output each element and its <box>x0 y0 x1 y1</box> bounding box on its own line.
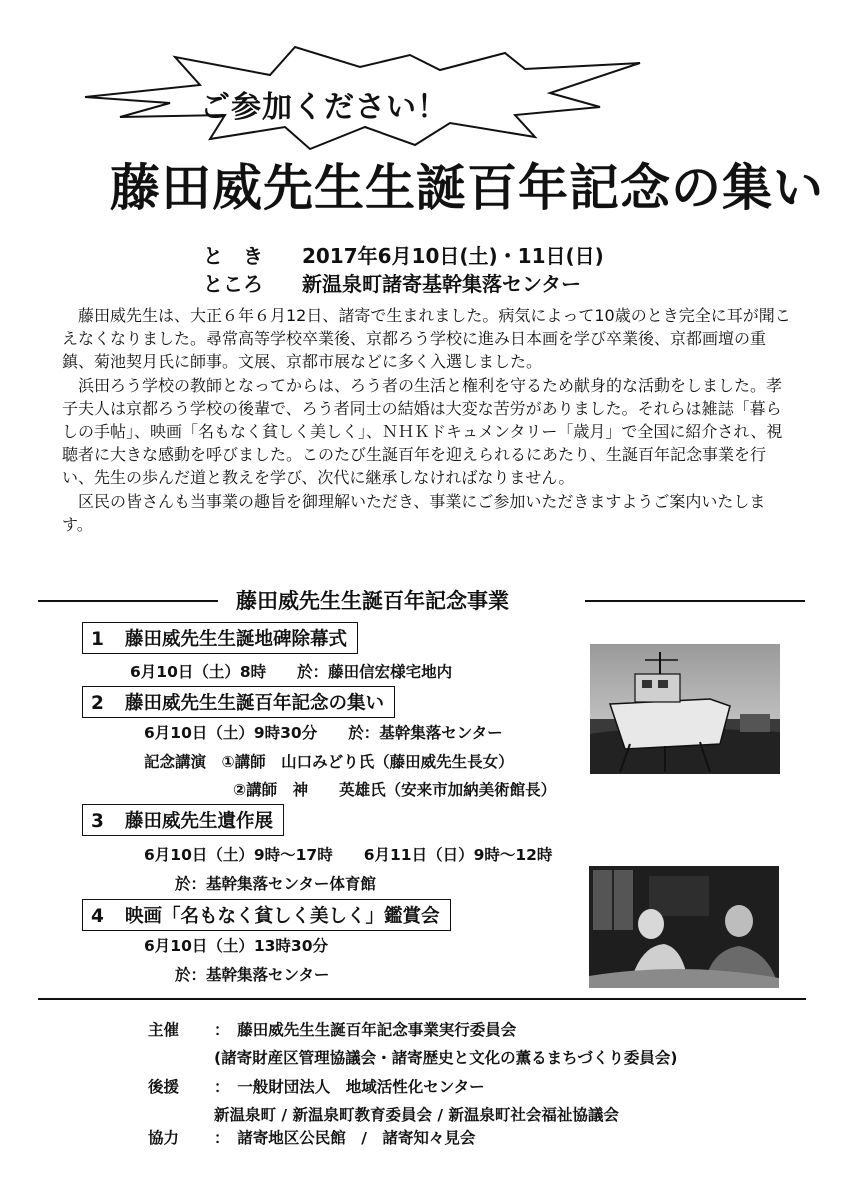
boat-photo <box>590 644 780 774</box>
event-number: 2 <box>91 693 104 714</box>
event-4-title-box <box>82 899 451 931</box>
support-row <box>148 1075 485 1097</box>
event-1-title-box <box>82 622 358 654</box>
host-value: ： 藤田威先生生誕百年記念事業実行委員会 <box>214 1021 517 1039</box>
event-3-title-box <box>82 804 284 836</box>
event-title: 藤田威先生生誕百年記念の集い <box>125 693 385 714</box>
support-label: 後援 <box>148 1078 180 1096</box>
section-rule-left <box>38 600 218 602</box>
event-1-detail: 6月10日（土）8時 於：藤田信宏様宅地内 <box>130 663 453 681</box>
when-label: と き <box>203 244 263 268</box>
film-still-photo <box>589 866 779 988</box>
event-number: 4 <box>91 906 104 927</box>
intro-text <box>62 304 794 536</box>
event-2-lecturer-1: 記念講演 ①講師 山口みどり氏（藤田威先生長女） <box>144 753 514 771</box>
intro-paragraph: 浜田ろう学校の教師となってからは、ろう者の生活と権利を守るため献身的な活動をしました。孝子夫人は京都ろう学校の後輩で、ろう者同士の結婚は大変な苦労がありました。それらは雑誌「暮らしの手帖」、映画「名もなく貧しく美しく」、ＮＨＫドキュメンタリー「歳月」で全国に紹介され、視聴者に大きな感動を呼びました。このたび生誕百年を迎えられるにあたり、生誕百年記念事業を行い、先生の歩んだ道と教えを学び、次代に継承しなければなりません。 <box>62 375 783 488</box>
coop-value: ： 諸寄地区公民館 / 諸寄知々見会 <box>214 1129 476 1147</box>
intro-paragraph: 区民の皆さんも当事業の趣旨を御理解いただき、事業にご参加いただきますようご案内いたします。 <box>62 491 766 534</box>
when-row <box>203 240 604 269</box>
event-number: 3 <box>91 811 104 832</box>
event-title: 映画「名もなく貧しく美しく」鑑賞会 <box>125 906 440 927</box>
event-2-lecturer-2: ②講師 神 英雄氏（安来市加納美術館長） <box>233 781 557 799</box>
host-label: 主催 <box>148 1021 180 1039</box>
event-2-title-box <box>82 686 395 718</box>
support-value: ： 一般財団法人 地域活性化センター <box>214 1078 485 1096</box>
where-label: ところ <box>203 272 263 296</box>
when-value: 2017年6月10日(土)・11日(日) <box>301 244 604 268</box>
event-4-detail: 6月10日（土）13時30分 <box>144 937 328 955</box>
host-sub: (諸寄財産区管理協議会・諸寄歴史と文化の薫るまちづくり委員会) <box>214 1049 678 1067</box>
footer-rule <box>38 998 806 1000</box>
where-row <box>203 268 581 297</box>
event-4-venue: 於：基幹集落センター <box>175 966 330 984</box>
section-title: 藤田威先生生誕百年記念事業 <box>236 589 509 613</box>
callout-text: ご参加ください！ <box>200 90 448 125</box>
coop-row <box>148 1126 475 1148</box>
coop-label: 協力 <box>148 1129 180 1147</box>
event-3-venue: 於：基幹集落センター体育館 <box>175 875 376 893</box>
event-3-detail: 6月10日（土）9時～17時 6月11日（日）9時～12時 <box>144 846 553 864</box>
section-rule-right <box>585 600 805 602</box>
event-title: 藤田威先生生誕地碑除幕式 <box>125 629 348 650</box>
event-2-detail: 6月10日（土）9時30分 於：基幹集落センター <box>144 724 503 742</box>
support-sub: 新温泉町 / 新温泉町教育委員会 / 新温泉町社会福祉協議会 <box>214 1106 619 1124</box>
where-value: 新温泉町諸寄基幹集落センター <box>301 272 582 296</box>
intro-paragraph: 藤田威先生は、大正６年６月12日、諸寄で生まれました。病気によって10歳のとき完全に耳が聞こえなくなりました。尋常高等学校卒業後、京都ろう学校に進み日本画を学び卒業後、京都画壇の重鎮、菊池契月氏に師事。文展、京都市展などに多く入選しました。 <box>62 306 791 372</box>
event-title: 藤田威先生遺作展 <box>125 811 274 832</box>
event-number: 1 <box>91 629 104 650</box>
page-title: 藤田威先生生誕百年記念の集い <box>110 159 824 217</box>
host-row <box>148 1018 516 1040</box>
